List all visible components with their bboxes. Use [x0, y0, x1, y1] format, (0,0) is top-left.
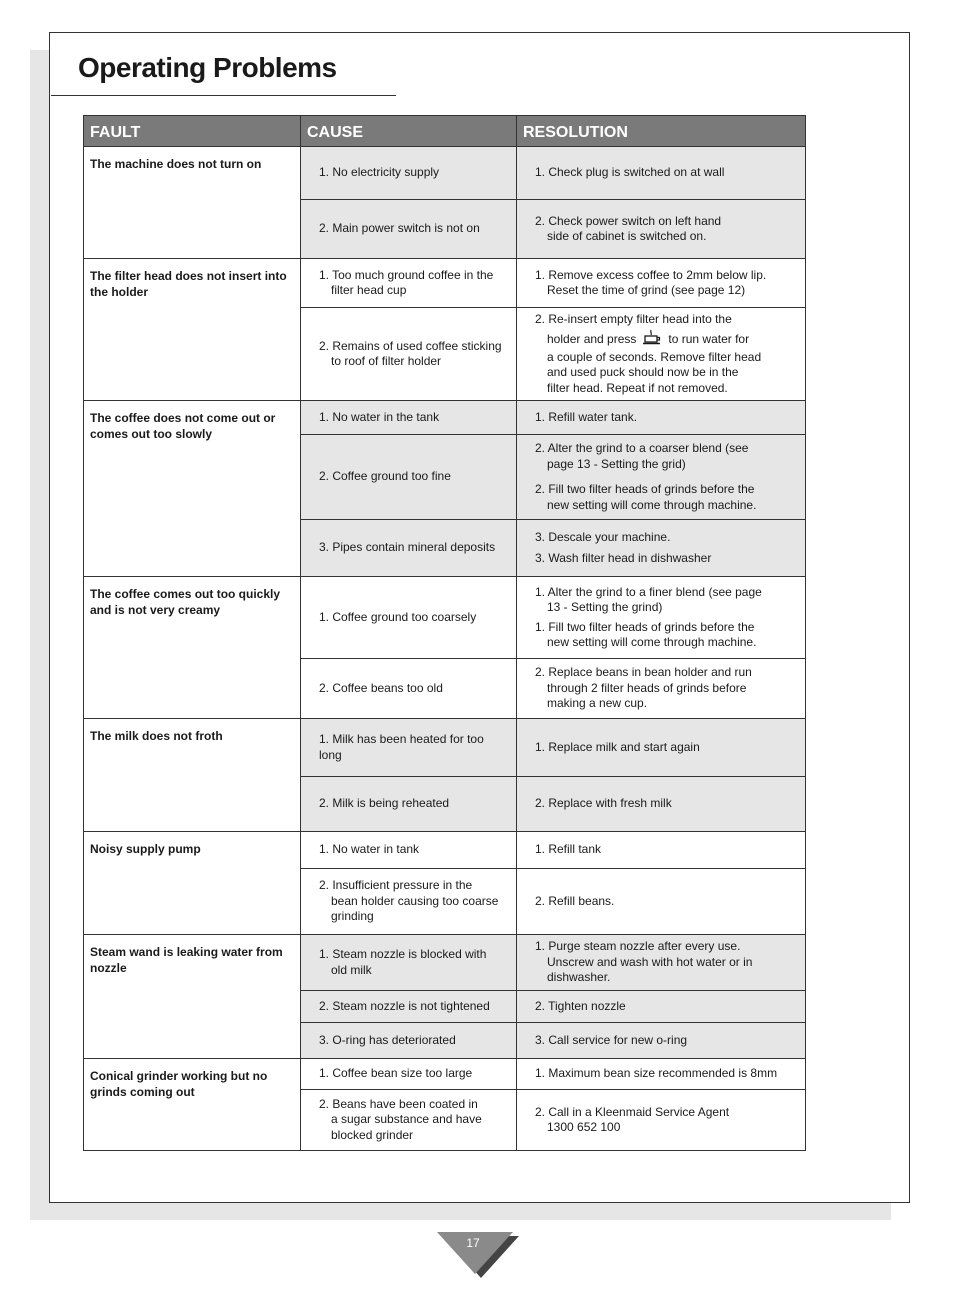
resolution-text: new setting will come through machine.: [547, 497, 757, 512]
cause-cell: [301, 200, 517, 259]
resolution-cell: [517, 1023, 806, 1059]
cause-text: 1. Too much ground coffee in the: [319, 267, 494, 282]
resolution-text: holder and press: [547, 332, 637, 347]
cause-cell: [301, 719, 517, 777]
resolution-line: [535, 329, 797, 350]
fault-cell: Noisy supply pump: [84, 832, 301, 935]
resolution-cell: [517, 719, 806, 777]
cause-text: old milk: [331, 962, 372, 977]
resolution-text: filter head. Repeat if not removed.: [547, 380, 728, 395]
fault-cell: The milk does not froth: [84, 719, 301, 832]
cause-cell: [301, 659, 517, 719]
cause-text: 1. No water in tank: [319, 842, 420, 857]
cause-text: 2. Beans have been coated in: [319, 1096, 478, 1111]
cause-text: 2. Main power switch is not on: [319, 221, 480, 236]
fault-cell: Steam wand is leaking water from nozzle: [84, 935, 301, 1059]
resolution-text: 3. Call service for new o-ring: [535, 1032, 688, 1047]
resolution-text: 1. Check plug is switched on at wall: [535, 165, 725, 180]
resolution-text: to run water for: [668, 332, 750, 347]
resolution-text: 1. Remove excess coffee to 2mm below lip.: [535, 267, 767, 282]
resolution-cell: [517, 147, 806, 200]
cup-steam-icon: [642, 329, 662, 350]
page-number-marker: [437, 1232, 519, 1278]
cause-text: 2. Steam nozzle is not tightened: [319, 998, 490, 1013]
resolution-text: dishwasher.: [547, 970, 611, 985]
resolution-text: 2. Check power switch on left hand: [535, 213, 722, 228]
resolution-cell: [517, 401, 806, 435]
fault-cell: The machine does not turn on: [84, 147, 301, 259]
cause-text: 1. No water in the tank: [319, 409, 440, 424]
fault-cell: The filter head does not insert into the holder: [84, 259, 301, 401]
cause-cell: [301, 147, 517, 200]
table-row: [84, 577, 806, 659]
cause-text: 2. Coffee beans too old: [319, 680, 443, 695]
cause-text: 1. No electricity supply: [319, 165, 440, 180]
cause-text: bean holder causing too coarse: [331, 893, 499, 908]
table-row: [84, 1059, 806, 1090]
cause-text: 1. Coffee ground too coarsely: [319, 609, 477, 624]
resolution-cell: [517, 577, 806, 659]
resolution-text: 13 - Setting the grind): [547, 600, 663, 614]
resolution-text: making a new cup.: [547, 696, 648, 711]
cause-cell: [301, 1023, 517, 1059]
cause-text: grinding: [331, 909, 374, 924]
cause-text: 1. Coffee bean size too large: [319, 1066, 473, 1081]
cause-cell: [301, 401, 517, 435]
cause-text: to roof of filter holder: [331, 354, 442, 368]
cause-cell: [301, 1059, 517, 1090]
cause-text: 2. Insufficient pressure in the: [319, 878, 473, 893]
cause-text: filter head cup: [331, 283, 407, 297]
cause-text: 2. Remains of used coffee sticking: [319, 338, 502, 353]
resolution-text: 1. Purge steam nozzle after every use.: [535, 939, 741, 954]
troubleshooting-table: [83, 115, 806, 1151]
table-row: [84, 832, 806, 869]
fault-cell: The coffee does not come out or comes out too slowly: [84, 401, 301, 577]
resolution-text: and used puck should now be in the: [547, 365, 739, 380]
cause-cell: [301, 520, 517, 577]
cause-text: 1. Steam nozzle is blocked with: [319, 947, 487, 961]
cause-cell: [301, 832, 517, 869]
resolution-text: page 13 - Setting the grid): [547, 456, 686, 471]
header-cause: CAUSE: [301, 116, 517, 147]
resolution-text: 1. Refill water tank.: [535, 409, 638, 424]
cause-cell: [301, 435, 517, 520]
fault-cell: The coffee comes out too quickly and is not very creamy: [84, 577, 301, 719]
resolution-cell: [517, 935, 806, 991]
cause-text: 3. Pipes contain mineral deposits: [319, 540, 496, 555]
resolution-text: 1. Refill tank: [535, 842, 602, 857]
resolution-cell: [517, 1090, 806, 1151]
resolution-text: 1. Maximum bean size recommended is 8mm: [535, 1066, 778, 1081]
resolution-text: 3. Descale your machine.: [535, 529, 671, 544]
resolution-cell: [517, 832, 806, 869]
resolution-cell: [517, 869, 806, 935]
resolution-text: 2. Alter the grind to a coarser blend (see: [535, 441, 749, 455]
cause-cell: [301, 869, 517, 935]
resolution-text: 2. Tighten nozzle: [535, 998, 626, 1013]
cause-text: 2. Coffee ground too fine: [319, 469, 451, 484]
resolution-cell: [517, 777, 806, 832]
cause-text: 3. O-ring has deteriorated: [319, 1032, 456, 1047]
cause-cell: [301, 577, 517, 659]
resolution-cell: [517, 1059, 806, 1090]
resolution-text: 2. Re-insert empty filter head into the: [535, 311, 732, 326]
resolution-text: side of cabinet is switched on.: [547, 229, 707, 243]
table-row: [84, 401, 806, 435]
resolution-text: 1. Replace milk and start again: [535, 739, 700, 754]
resolution-cell: [517, 520, 806, 577]
resolution-cell: [517, 308, 806, 401]
resolution-text: 2. Replace with fresh milk: [535, 796, 672, 811]
resolution-text: 1. Alter the grind to a finer blend (see page: [535, 584, 762, 599]
resolution-text: Unscrew and wash with hot water or in: [547, 954, 753, 969]
header-resolution: RESOLUTION: [517, 116, 806, 147]
resolution-text: a couple of seconds. Remove filter head: [547, 349, 762, 364]
table-row: [84, 935, 806, 991]
cause-text: a sugar substance and have: [331, 1112, 482, 1127]
table-row: [84, 259, 806, 308]
resolution-text: 1300 652 100: [547, 1120, 621, 1134]
resolution-text: new setting will come through machine.: [547, 635, 757, 649]
cause-cell: [301, 777, 517, 832]
resolution-cell: [517, 200, 806, 259]
resolution-text: 1. Fill two filter heads of grinds before the: [535, 619, 755, 634]
cause-text: blocked grinder: [331, 1127, 414, 1142]
table-header-row: [84, 116, 806, 147]
resolution-text: through 2 filter heads of grinds before: [547, 680, 747, 695]
resolution-cell: [517, 259, 806, 308]
resolution-text: Reset the time of grind (see page 12): [547, 283, 746, 297]
header-fault: FAULT: [84, 116, 301, 147]
cause-cell: [301, 991, 517, 1023]
table-row: [84, 147, 806, 200]
resolution-cell: [517, 435, 806, 520]
cause-text: 2. Milk is being reheated: [319, 796, 450, 811]
resolution-cell: [517, 659, 806, 719]
resolution-text: 2. Call in a Kleenmaid Service Agent: [535, 1104, 730, 1119]
cause-cell: [301, 308, 517, 401]
title-underline: [51, 95, 396, 96]
resolution-text: 2. Fill two filter heads of grinds before the: [535, 482, 755, 496]
resolution-text: 2. Replace beans in bean holder and run: [535, 665, 752, 680]
cause-cell: [301, 1090, 517, 1151]
fault-cell: Conical grinder working but no grinds coming out: [84, 1059, 301, 1151]
cause-cell: [301, 935, 517, 991]
page-number: 17: [466, 1236, 480, 1250]
page-title: Operating Problems: [78, 52, 337, 83]
resolution-cell: [517, 991, 806, 1023]
cause-text: 1. Milk has been heated for too long: [319, 732, 484, 762]
table-row: [84, 719, 806, 777]
resolution-text: 3. Wash filter head in dishwasher: [535, 551, 712, 565]
cause-cell: [301, 259, 517, 308]
resolution-text: 2. Refill beans.: [535, 893, 615, 908]
